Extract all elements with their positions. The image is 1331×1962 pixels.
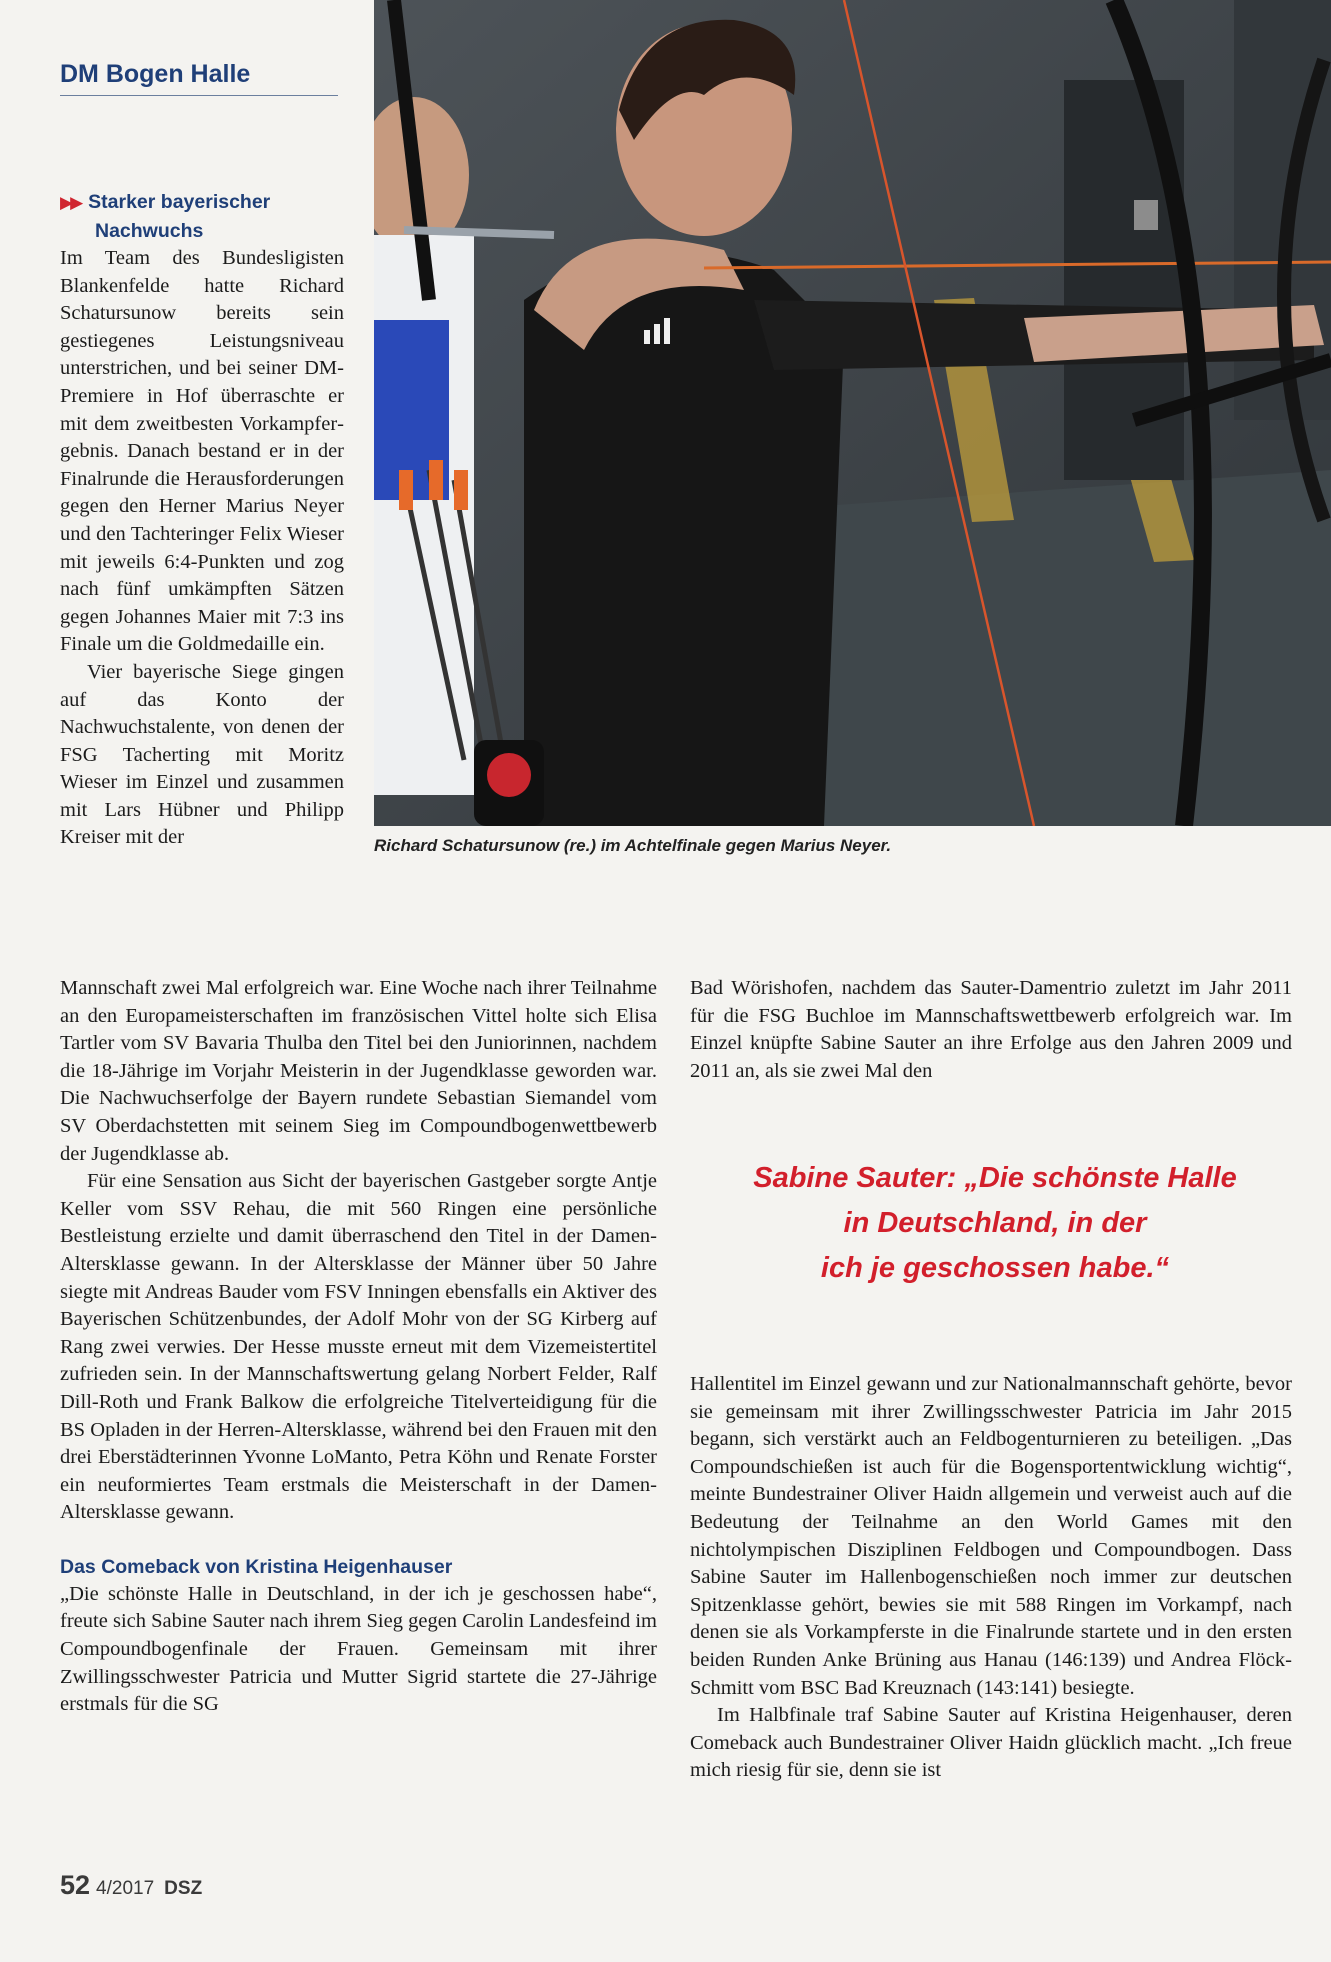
paragraph: Bad Wörishofen, nachdem das Sauter-Damentrio zuletzt im Jahr 2011 für die FSG Buchloe im Mannschaftswettbewerb erfolgreich war. Im Einzel knüpfte Sabine Sauter an ihre Erfolge aus den Jahren 2009 und 2011 an, als sie zwei Mal den [690, 977, 1292, 1082]
paragraph: Vier bayerische Siege gingen auf das Konto der Nachwuchstalente, von denen der FSG Tacherting mit Moritz Wieser im Einzel und zusammen mit Lars Hübner und Philipp Kreiser mit der [60, 660, 344, 849]
subhead-line-1: Starker bayerischer [88, 191, 271, 213]
pull-quote-line: ich je geschossen habe.“ [820, 1252, 1170, 1284]
double-arrow-icon: ▶▶ [60, 193, 81, 212]
paragraph: Hallentitel im Einzel gewann und zur Nationalmannschaft gehörte, bevor sie gemeinsam mit ihrer Zwillingsschwester Patricia im Jahr 2015 begann, sich verstärkt auch an Feldbogenturnieren zu beteiligen. „Das Compoundschießen ist auch für die Bogensportentwicklung wichtig“, meinte Bundestrainer Oliver Haidn allgemein und verweist auch auf die Bedeutung der Teilnahme an den World Games mit den nichtolympischen Disziplinen Feldbogen und Compoundbogen. Dass Sabine Sauter im Hallenbogenschießen noch immer zur deutschen Spitzenklasse gehört, bewies sie mit 588 Ringen im Vorkampf, nach denen sie als Vorkampferste in die Finalrunde startete und in den ersten beiden Runden Anke Brüning aus Hanau (146:139) und Andrea FlöckSchmitt vom BSC Bad Kreuznach (143:141) besiegte. [690, 1373, 1292, 1699]
subhead-comeback: Das Comeback von Kristina Heigenhauser [60, 1555, 453, 1578]
article-column-right-bottom [690, 1371, 1292, 1785]
archery-photo [374, 0, 1331, 826]
paragraph: „Die schönste Halle in Deutschland, in der ich je geschossen habe“, freute sich Sabine Sauter nach ihrem Sieg gegen Carolin Landesfeind im Compoundbogenfinale der Frauen. Gemeinsam mit ihrer Zwillingsschwester Patricia und Mutter Sigrid startete die 27-Jährige erstmals für die SG [60, 1582, 657, 1716]
paragraph: Für eine Sensation aus Sicht der bayerischen Gastgeber sorgte Antje Keller vom SSV Rehau, die mit 560 Ringen eine persönliche Bestleistung erzielte und damit überraschend den Titel in der Damen-Altersklasse gewann. In der Altersklasse der Männer über 50 Jahre siegte mit Andreas Bauder vom FSV Inningen ebensfalls ein Aktiver des Bayerischen Schützenbundes, der Adolf Mohr von der SG Kirberg auf Rang zwei verwies. Der Hesse musste erneut mit dem Vizemeistertitel zufrieden sein. In der Mannschaftswertung gelang Norbert Felder, Ralf Dill-Roth und Frank Balkow die erfolgreiche Titelverteidigung für die BS Opladen in der Herren-Altersklasse, während bei den Frauen mit den drei Eberstädterinnen Yvonne LoManto, Petra Köhn und Renate Forster ein neuformiertes Team erstmals die Meisterschaft in der Damen-Altersklasse gewann. [60, 1170, 657, 1524]
subhead-line-2: Nachwuchs [95, 220, 204, 242]
issue-number: 4/2017 [96, 1878, 155, 1899]
pull-quote-line: Sabine Sauter: „Die schönste Halle [753, 1162, 1237, 1194]
pull-quote [705, 1156, 1285, 1291]
paragraph: Mannschaft zwei Mal erfolgreich war. Eine Woche nach ihrer Teilnahme an den Europameisterschaften im französischen Vittel holte sich Elisa Tartler vom SV Bavaria Thulba den Titel bei den Juniorinnen, nachdem die 18-Jährige im Vorjahr Meisterin in der Jugendklasse geworden war. Die Nachwuchserfolge der Bayern rundete Sebastian Siemandel vom SV Oberdachstetten mit seinem Sieg im Compoundbogenwettbewerb der Jugendklasse ab. [60, 977, 657, 1165]
page-number: 52 [60, 1870, 91, 1900]
paragraph: Im Halbfinale traf Sabine Sauter auf Kristina Heigenhauser, deren Comeback auch Bundestrainer Oliver Haidn glücklich macht. „Ich freue mich riesig für sie, denn sie ist [690, 1704, 1292, 1782]
photo-caption: Richard Schatursunow (re.) im Achtelfinale gegen Marius Neyer. [374, 836, 892, 855]
article-column-middle [60, 975, 657, 1719]
page-footer [60, 1870, 202, 1901]
paragraph: Im Team des Bundesligisten Blankenfelde hatte Richard Schatursunow bereits sein gestiegenes Leistungsniveau unterstrichen, und bei seiner DM-Premiere in Hof überraschte er mit dem zweitbesten Vorkampfergebnis. Danach bestand er in der Finalrunde die Herausforderungen gegen den Herner Marius Neyer und den Tachteringer Felix Wieser mit jeweils 6:4-Punkten und zog nach fünf umkämpften Sätzen gegen Johannes Maier mit 7:3 ins Finale um die Goldmedaille ein. [60, 247, 344, 656]
section-label: DM Bogen Halle [60, 60, 338, 96]
article-column-right-top [690, 975, 1292, 1085]
pull-quote-line: in Deutschland, in der [843, 1207, 1147, 1239]
article-column-left [60, 188, 344, 852]
magazine-name: DSZ [164, 1878, 203, 1899]
subhead-nachwuchs [60, 188, 344, 245]
archery-photo-illustration [374, 0, 1331, 826]
